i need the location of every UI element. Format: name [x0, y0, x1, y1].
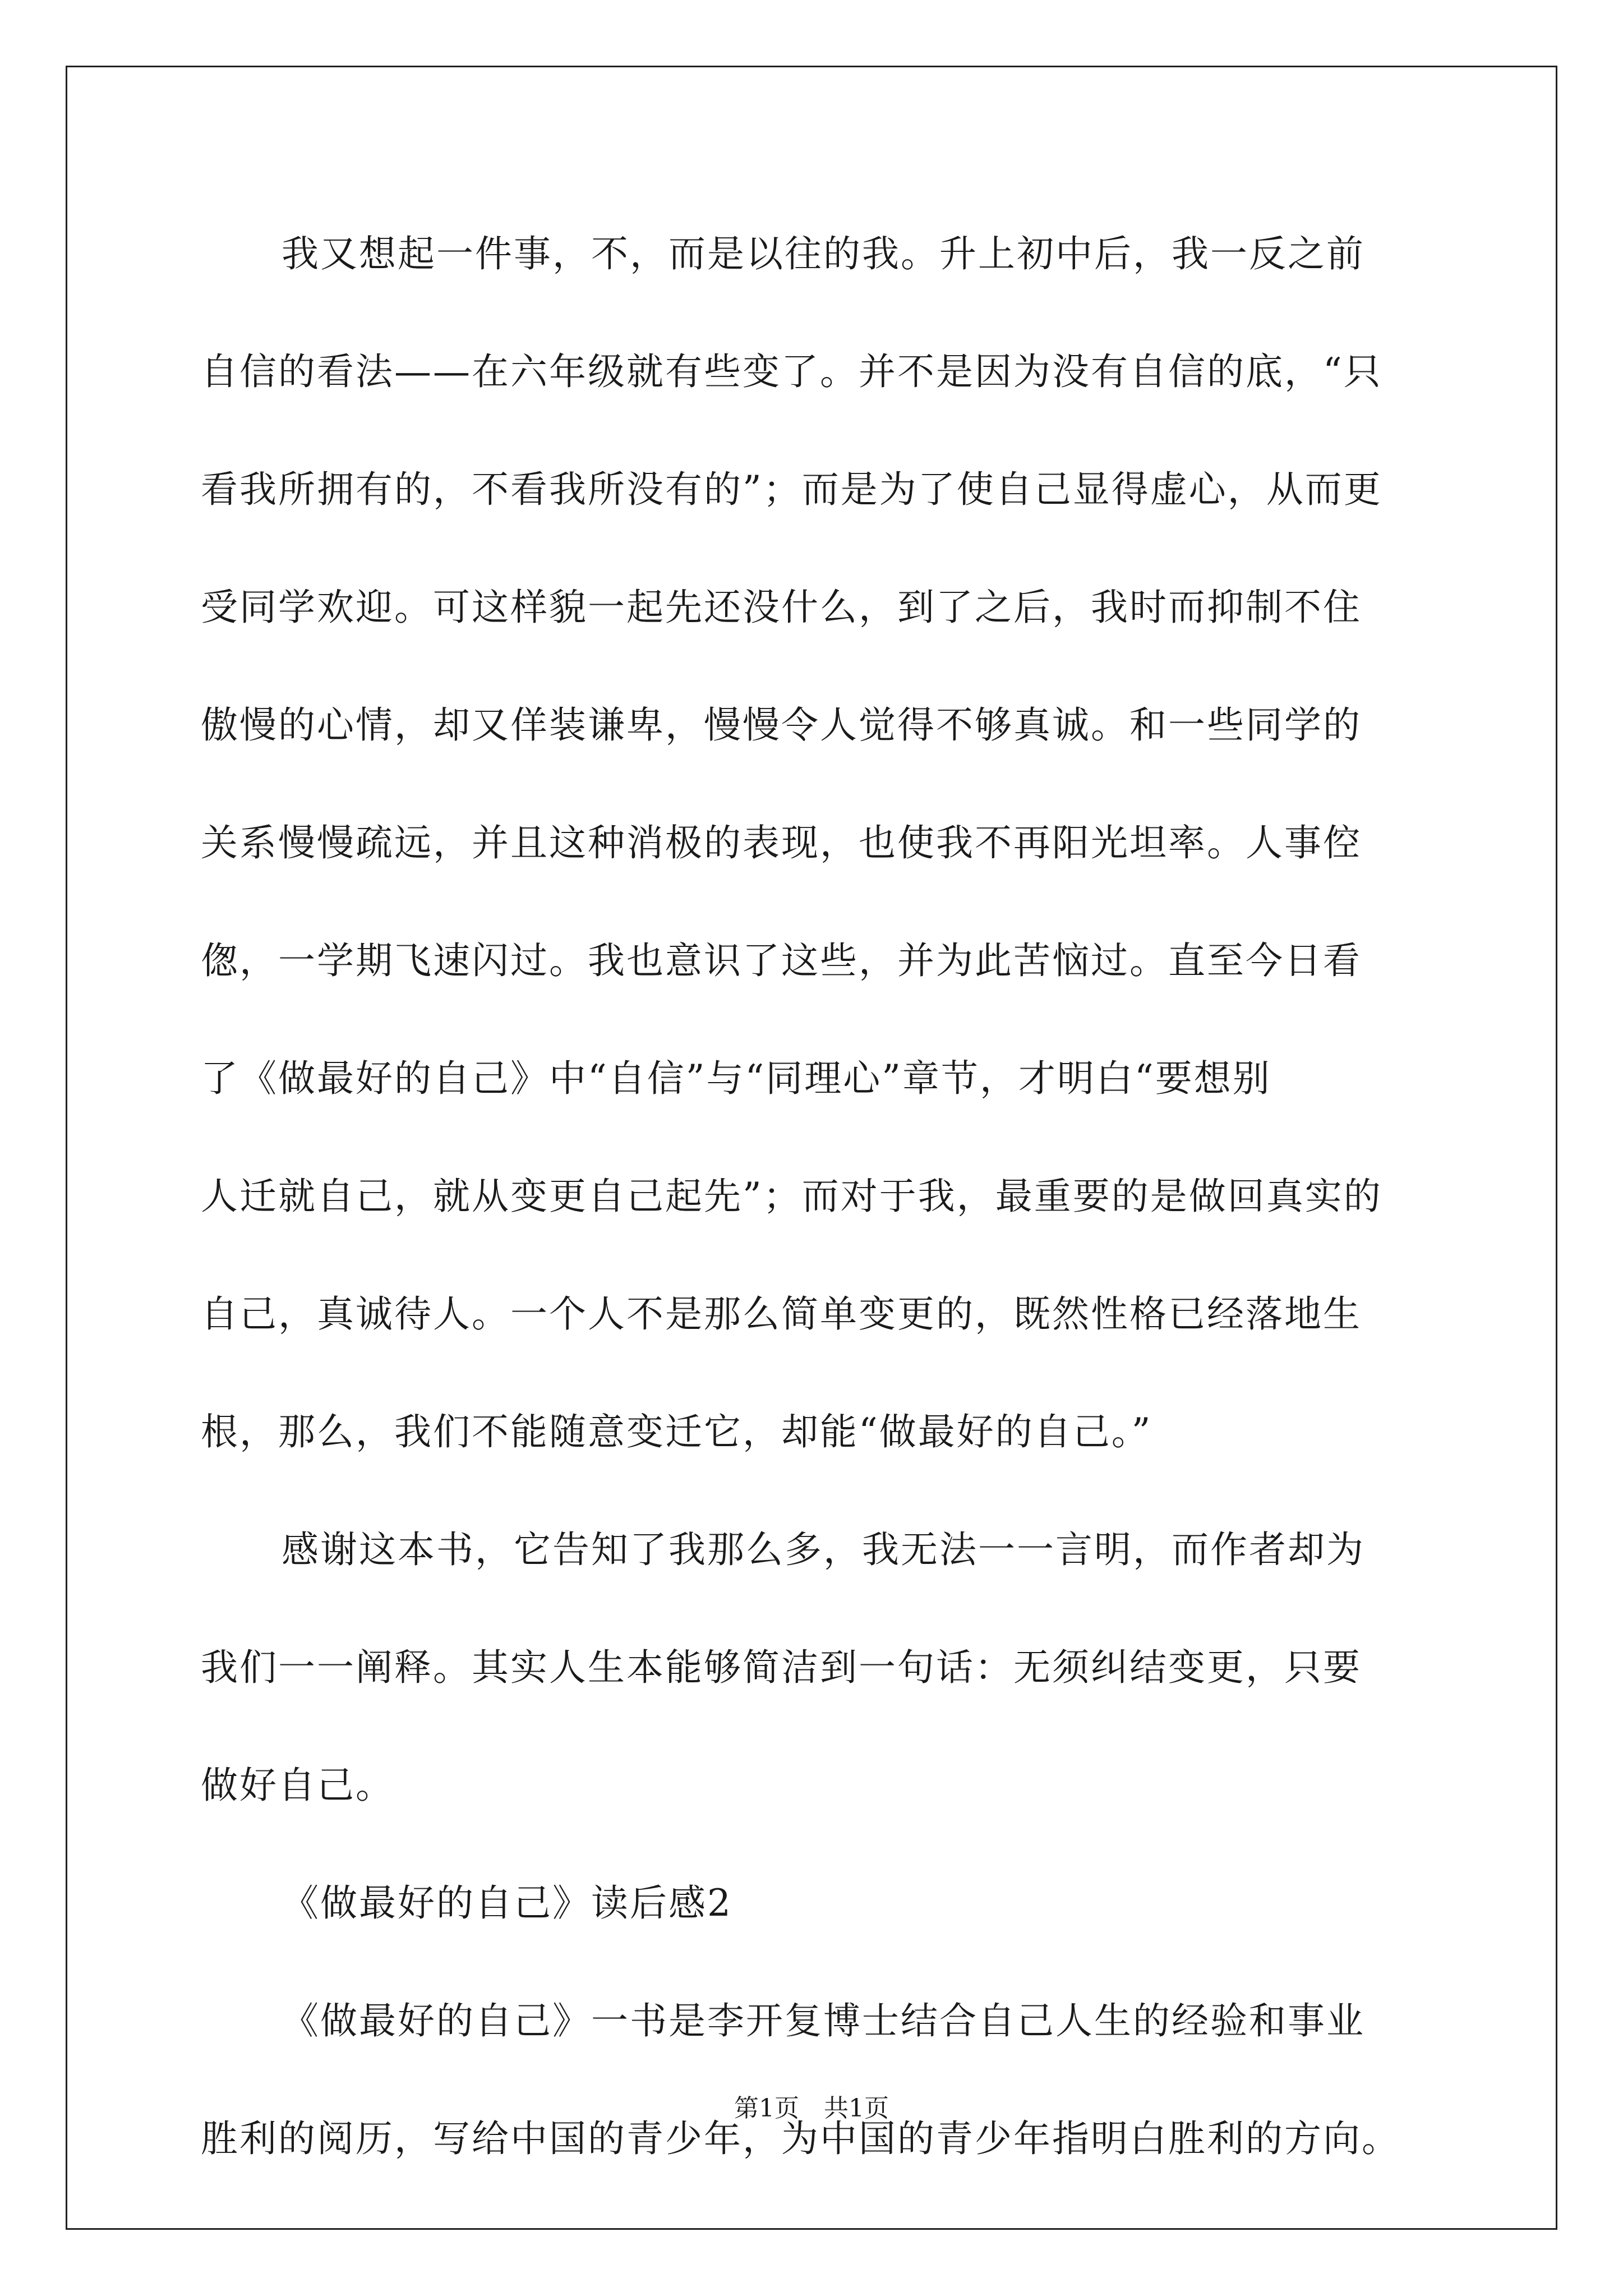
paragraph-line: 根，那么，我们不能随意变迁它，却能“做最好的自己。”: [201, 1410, 1152, 1453]
paragraph-line: 自己，真诚待人。一个人不是那么简单变更的，既然性格已经落地生: [201, 1292, 1362, 1336]
paragraph-line: 胜利的阅历，写给中国的青少年，为中国的青少年指明白胜利的方向。: [201, 2117, 1400, 2160]
paragraph-line: 受同学欢迎。可这样貌一起先还没什么，到了之后，我时而抑制不住: [201, 586, 1362, 629]
section-heading: 《做最好的自己》读后感2: [282, 1881, 732, 1925]
paragraph-line: 傲慢的心情，却又佯装谦卑，慢慢令人觉得不够真诚。和一些同学的: [201, 703, 1362, 747]
paragraph-line: 偬，一学期飞速闪过。我也意识了这些，并为此苦恼过。直至今日看: [201, 939, 1362, 982]
document-body: [201, 210, 1423, 2213]
paragraph-line: 看我所拥有的，不看我所没有的”；而是为了使自己显得虚心，从而更: [201, 468, 1382, 511]
paragraph-line: 人迁就自己，就从变更自己起先”；而对于我，最重要的是做回真实的: [201, 1175, 1382, 1218]
paragraph-line: 《做最好的自己》一书是李开复博士结合自己人生的经验和事业: [282, 1999, 1365, 2042]
paragraph-line: 我们一一阐释。其实人生本能够简洁到一句话：无须纠结变更，只要: [201, 1646, 1362, 1689]
paragraph-line: 感谢这本书，它告知了我那么多，我无法一一言明，而作者却为: [282, 1528, 1365, 1571]
paragraph-line: 自信的看法——在六年级就有些变了。并不是因为没有自信的底，“只: [201, 350, 1382, 393]
paragraph-line: 了《做最好的自己》中“自信”与“同理心”章节，才明白“要想别: [201, 1057, 1271, 1100]
paragraph-line: 我又想起一件事，不，而是以往的我。升上初中后，我一反之前: [282, 232, 1365, 275]
page-number-footer: 第1页 共1页: [734, 2094, 889, 2123]
paragraph-line: 做好自己。: [201, 1764, 394, 1807]
paragraph-line: 关系慢慢疏远，并且这种消极的表现，也使我不再阳光坦率。人事倥: [201, 821, 1362, 864]
